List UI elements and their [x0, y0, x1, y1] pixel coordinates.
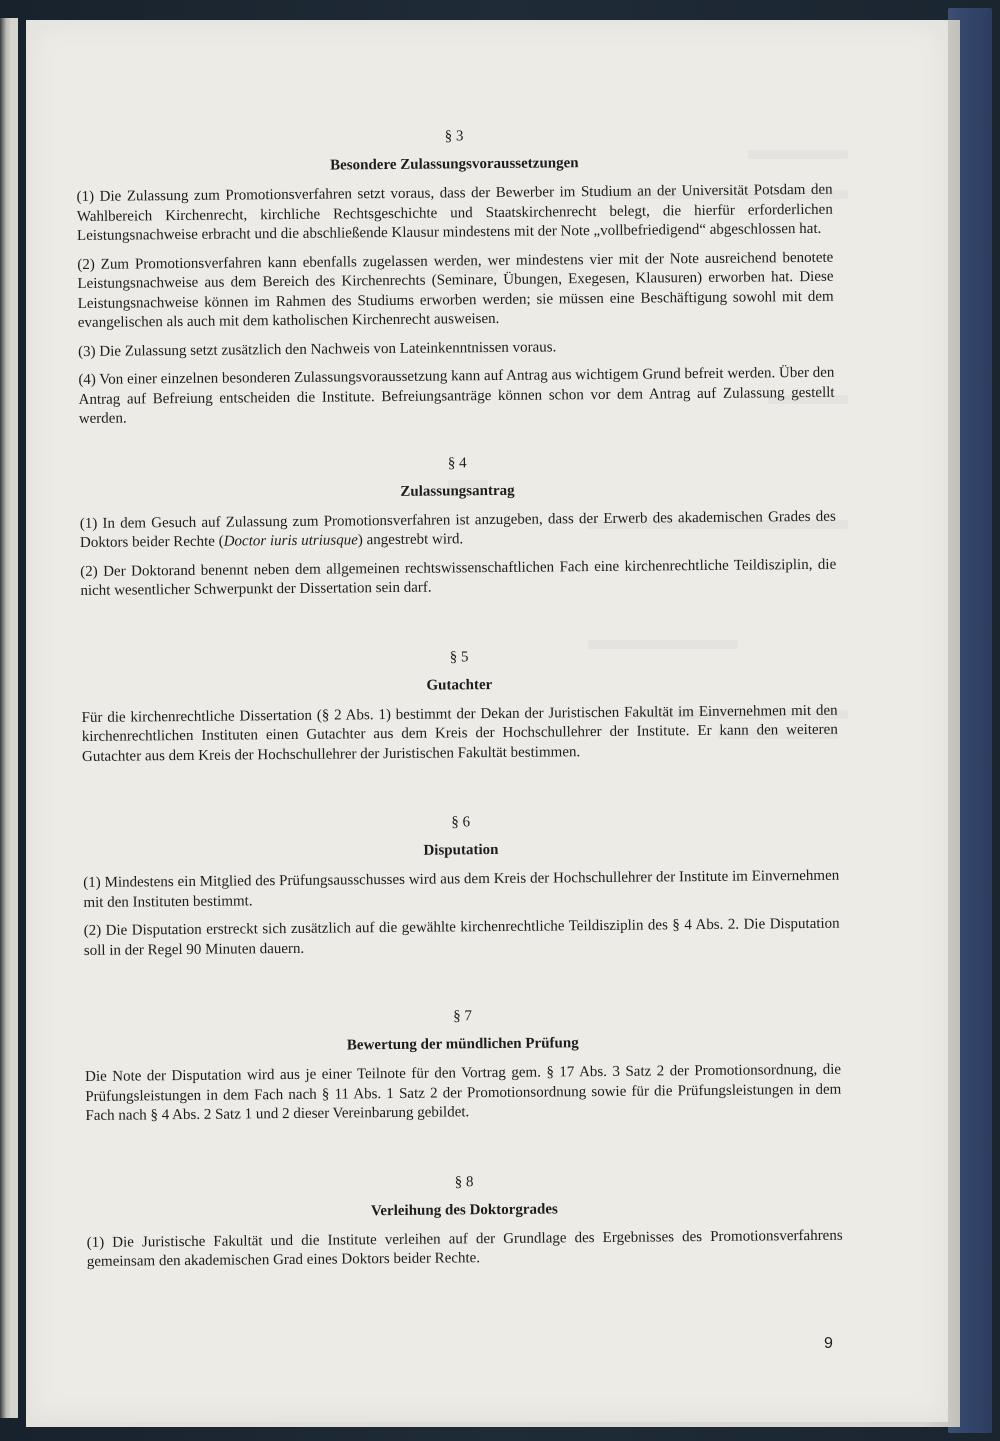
section-title: Disputation	[423, 841, 499, 859]
paragraph: (2) Die Disputation erstreckt sich zusätzlich auf die gewählte kirchenrechtliche Teildisziplin des § 4 Abs. 2. Die Disputation soll in der Regel 90 Minuten dauern.	[83, 915, 840, 959]
section-3	[76, 123, 835, 430]
paragraph-text: (1) In dem Gesuch auf Zulassung zum Promotionsverfahren ist anzugeben, dass der Erwerb des akademischen Grades des Doktors beider Rechte (	[79, 508, 836, 551]
section-number: § 6	[451, 814, 471, 831]
section-6	[83, 809, 840, 961]
paragraph: (3) Die Zulassung setzt zusätzlich den Nachweis von Lateinkenntnissen voraus.	[78, 338, 557, 360]
section-4	[79, 449, 836, 601]
section-number: § 8	[454, 1173, 474, 1190]
section-7	[84, 1003, 841, 1127]
page-content	[76, 123, 843, 1282]
section-number: § 5	[449, 648, 469, 665]
section-title: Gutachter	[426, 676, 493, 694]
paragraph: Für die kirchenrechtliche Dissertation (§ 2 Abs. 1) bestimmt der Dekan der Juristischen Fakultät im Einvernehmen mit den kirchenrechtlichen Instituten einen Gutachter aus dem Kreis der Hochschullehrer der Institute. Er kann den weiteren Gutachter aus dem Kreis der Hochschullehrer der Juristischen Fakultät bestimmen.	[81, 702, 838, 765]
paragraph: (2) Der Doktorand benennt neben dem allgemeinen rechtswissenschaftlichen Fach eine kirchenrechtliche Teildisziplin, die nicht wesentlicher Schwerpunkt der Dissertation sein darf.	[80, 556, 837, 599]
section-title: Bewertung der mündlichen Prüfung	[346, 1035, 579, 1054]
paragraph	[80, 507, 836, 553]
paragraph-text: ) angestrebt wird.	[357, 531, 464, 549]
section-8	[86, 1168, 843, 1272]
paragraph: Die Note der Disputation wird aus je einer Teilnote für den Vortrag gem. § 17 Abs. 3 Satz 2 der Promotionsordnung, die Prüfungsleistungen in dem Fach nach § 11 Abs. 1 Satz 2 der Promotionsordnung sowie für die Prüfungsleistungen in dem Fach nach § 4 Abs. 2 Satz 1 und 2 dieser Vereinbarung gebildet.	[85, 1061, 842, 1124]
paragraph: (1) Die Zulassung zum Promotionsverfahren setzt voraus, dass der Bewerber im Studium an der Universität Potsdam den Wahlbereich Kirchenrecht, kirchliche Rechtsgeschichte und Staatskirchenrecht belegt, die hierfür erforderlichen Leistungsnachweise erbracht und die abschließende Klausur mindestens mit der Note „vollbefriedigend“ abgeschlossen hat.	[76, 181, 833, 244]
section-title: Verleihung des Doktorgrades	[370, 1200, 558, 1219]
section-number: § 4	[447, 454, 467, 471]
italic-degree-term: Doctor iuris utriusque	[223, 532, 358, 550]
left-page-edge-inner	[10, 18, 18, 1418]
paragraph: (2) Zum Promotionsverfahren kann ebenfalls zugelassen werden, wer mindestens vier mit der Note ausreichend benotete Leistungsnachweise aus dem Bereich des Kirchenrechts (Seminare, Übungen, Exegesen, Klausuren) erworben hat. Diese Leistungsnachweise können im Rahmen des Studiums erworben werden; sie müssen eine Beschäftigung sowohl mit dem evangelischen als auch mit dem katholischen Kirchenrecht ausweisen.	[77, 249, 834, 331]
paragraph: (1) Die Juristische Fakultät und die Institute verleihen auf der Grundlage des Ergebnisses des Promotionsverfahrens gemeinsam den akademischen Grad eines Doktors beider Rechte.	[86, 1227, 843, 1270]
paragraph: (4) Von einer einzelnen besonderen Zulassungsvoraussetzung kann auf Antrag aus wichtigem Grund befreit werden. Über den Antrag auf Befreiung entscheiden die Institute. Befreiungsanträge können schon vor dem Antrag auf Zulassung gestellt werden.	[78, 364, 835, 427]
document-page	[28, 20, 948, 1422]
section-title: Besondere Zulassungsvoraussetzungen	[330, 155, 579, 174]
section-5	[81, 643, 838, 767]
paragraph: (1) Mindestens ein Mitglied des Prüfungsausschusses wird aus dem Kreis der Hochschullehrer der Institute im Einvernehmen mit den Instituten bestimmt.	[83, 867, 840, 911]
section-number: § 7	[453, 1008, 472, 1025]
left-page-edge	[0, 18, 18, 1418]
page-number: 9	[824, 1335, 833, 1352]
section-number: § 3	[444, 128, 464, 145]
section-title: Zulassungsantrag	[400, 482, 515, 500]
